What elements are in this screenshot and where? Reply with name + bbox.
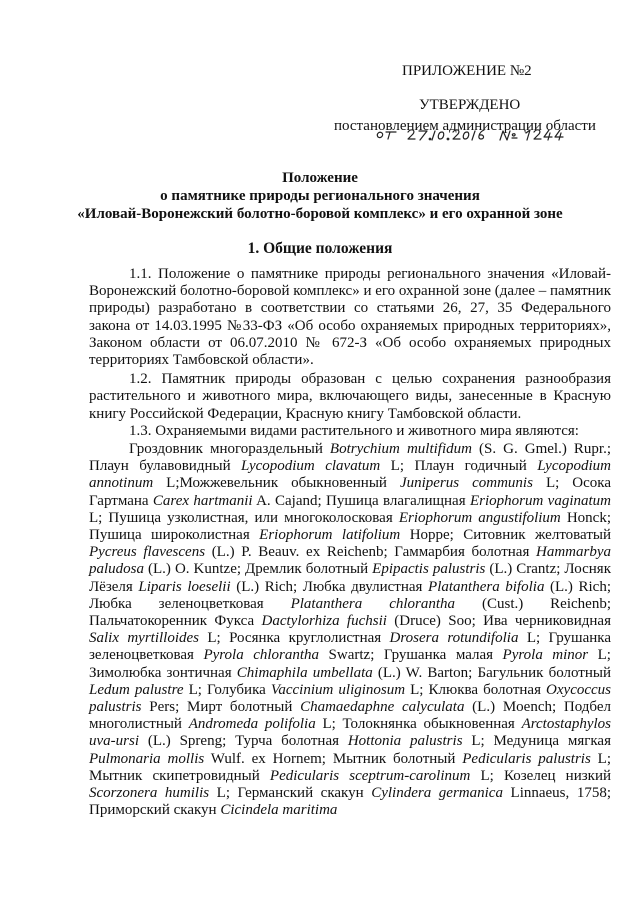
species-text: (L.) P. Beauv. ex Reichenb; Гаммарбия болотная <box>205 544 536 561</box>
species-latin-name: Platanthera chlorantha <box>290 595 456 612</box>
species-latin-name: Chimaphila umbellata <box>236 664 373 681</box>
species-text: Linnaeus, 1758; Приморский скакун <box>89 785 612 819</box>
species-latin-name: Salix myrtilloides <box>89 630 200 647</box>
species-list <box>89 441 611 819</box>
species-latin-name: Oxycoccus palustris <box>89 681 612 716</box>
document-title-line-1: Положение <box>282 170 358 186</box>
species-text: L; Росянка круглолистная <box>199 630 390 647</box>
paragraph-1-2: 1.2. Памятник природы образован с целью сохранения разнообразия растительного и животного мира, включающего виды, занесенные в Красную книгу Российской Федерации, Красную книгу Тамбовской области. <box>89 371 611 422</box>
species-latin-name: Pyrola chlorantha <box>203 647 320 664</box>
species-latin-name: Hottonia palustris <box>347 733 463 750</box>
species-text: L; Пушица узколистная, или многоколосковая <box>89 509 399 526</box>
species-text: (Druce) Soo; Ива черниковидная <box>386 613 611 630</box>
species-text: (Cust.) Reichenb; Пальчатокоренник Фукса <box>89 595 611 630</box>
species-text: L; Грушанка зеленоцветковая <box>89 630 611 664</box>
species-latin-name: Eriophorum vaginatum <box>469 492 611 509</box>
species-latin-name: Lycopodium clavatum <box>241 458 381 475</box>
handwritten-date-number <box>374 125 604 143</box>
species-text: (L.) Spreng; Турча болотная <box>139 733 348 750</box>
species-latin-name: Juniperus communis <box>399 475 533 492</box>
species-latin-name: Liparis loeselii <box>138 578 231 595</box>
species-text: Hoppe; Ситовник желтоватый <box>400 527 611 544</box>
species-latin-name: Andromeda polifolia <box>188 716 316 733</box>
species-latin-name: Lycopodium annotinum <box>89 458 611 492</box>
paragraph-1-3: 1.3. Охраняемыми видами растительного и животного мира являются: <box>129 422 579 439</box>
species-text: Гроздовник многораздельный <box>129 441 330 458</box>
section-heading: 1. Общие положения <box>247 240 393 257</box>
species-latin-name: Pycreus flavescens <box>89 544 206 561</box>
species-latin-name: Cylindera germanica <box>371 785 503 802</box>
species-latin-name: Epipactis palustris <box>372 561 486 578</box>
handwriting-image <box>374 125 604 143</box>
paragraph-1-1: 1.1. Положение о памятнике природы регионального значения «Иловай-Воронежский болотно-боровой комплекс» и его охранной зоне (далее – памятник природы) разработано в соответствии со статьями 26, 27, 35 Федерального закона от 14.03.1995 №33-ФЗ «Об особо охраняемых природных территориях», Законом области от 06.07.2010 № 672-З «Об особо охраняемых природных территориях Тамбовской области». <box>89 266 611 369</box>
species-text: (L.) Rich; Любка двулистная <box>230 578 429 595</box>
species-latin-name: Arctostaphylos uva-ursi <box>89 716 611 750</box>
species-text: L; Германский скакун <box>209 785 372 802</box>
species-latin-name: Pyrola minor <box>502 647 589 664</box>
species-latin-name: Botrychium multifidum <box>329 441 472 458</box>
species-text: Pers; Мирт болотный <box>141 699 301 716</box>
species-text: Wulf. ex Hornem; Мытник болотный <box>204 750 463 767</box>
species-text: L; Зимолюбка зонтичная <box>89 647 611 681</box>
species-text: Swartz; Грушанка малая <box>319 647 503 664</box>
species-text: (L.) Rich; Любка зеленоцветковая <box>89 578 612 612</box>
species-text: L; Осока Гартмана <box>89 475 611 509</box>
species-latin-name: Cicindela maritima <box>220 802 338 819</box>
document-title-line-2: о памятнике природы регионального значения <box>160 188 480 204</box>
species-latin-name: Carex hartmanii <box>152 492 253 509</box>
approved-label: УТВЕРЖДЕНО <box>419 97 521 113</box>
species-text: L; Толокнянка обыкновенная <box>315 716 522 733</box>
species-latin-name: Pulmonaria mollis <box>89 750 205 767</box>
species-text: A. Cajand; Пушица влагалищная <box>252 492 470 509</box>
species-latin-name: Eriophorum angustifolium <box>398 509 561 526</box>
species-text: L; Мытник скипетровидный <box>89 750 611 784</box>
document-body <box>89 266 611 820</box>
species-text: (L.) O. Kuntze; Дремлик болотный <box>144 561 373 578</box>
species-latin-name: Vaccinium uliginosum <box>270 681 406 698</box>
document-title-line-3: «Иловай-Воронежский болотно-боровой комплекс» и его охранной зоне <box>77 206 563 222</box>
species-latin-name: Pedicularis sceptrum-carolinum <box>269 767 471 784</box>
species-text: (L.) Crantz; Лосняк Лёзеля <box>89 561 611 595</box>
species-latin-name: Platanthera bifolia <box>428 578 545 595</box>
species-text: (S. G. Gmel.) Rupr.; Плаун булавовидный <box>89 441 611 475</box>
species-text: L; Голубика <box>183 681 271 698</box>
species-text: L; Клюква болотная <box>405 681 547 698</box>
species-text: (L.) Moench; Подбел многолистный <box>89 699 611 733</box>
species-text: L; Медуница мягкая <box>462 733 611 750</box>
species-latin-name: Hammarbya paludosa <box>89 544 611 578</box>
species-latin-name: Pedicularis palustris <box>462 750 591 767</box>
species-latin-name: Dactylorhiza fuchsii <box>261 613 387 630</box>
species-latin-name: Eriophorum latifolium <box>259 527 401 544</box>
species-text: (L.) W. Barton; Багульник болотный <box>372 664 611 681</box>
species-text: L; Козелец низкий <box>470 767 611 784</box>
species-latin-name: Chamaedaphne calyculata <box>300 699 465 716</box>
species-latin-name: Scorzonera humilis <box>89 785 210 802</box>
species-text: Honck; Пушица широколистная <box>89 509 611 544</box>
appendix-label: ПРИЛОЖЕНИЕ №2 <box>402 63 532 79</box>
species-latin-name: Drosera rotundifolia <box>389 630 519 647</box>
resolution-label: постановлением администрации области <box>334 118 596 134</box>
species-text: L; Плаун годичный <box>380 458 538 475</box>
species-text: L;Можжевельник обыкновенный <box>153 475 400 492</box>
species-latin-name: Ledum palustre <box>89 681 184 698</box>
